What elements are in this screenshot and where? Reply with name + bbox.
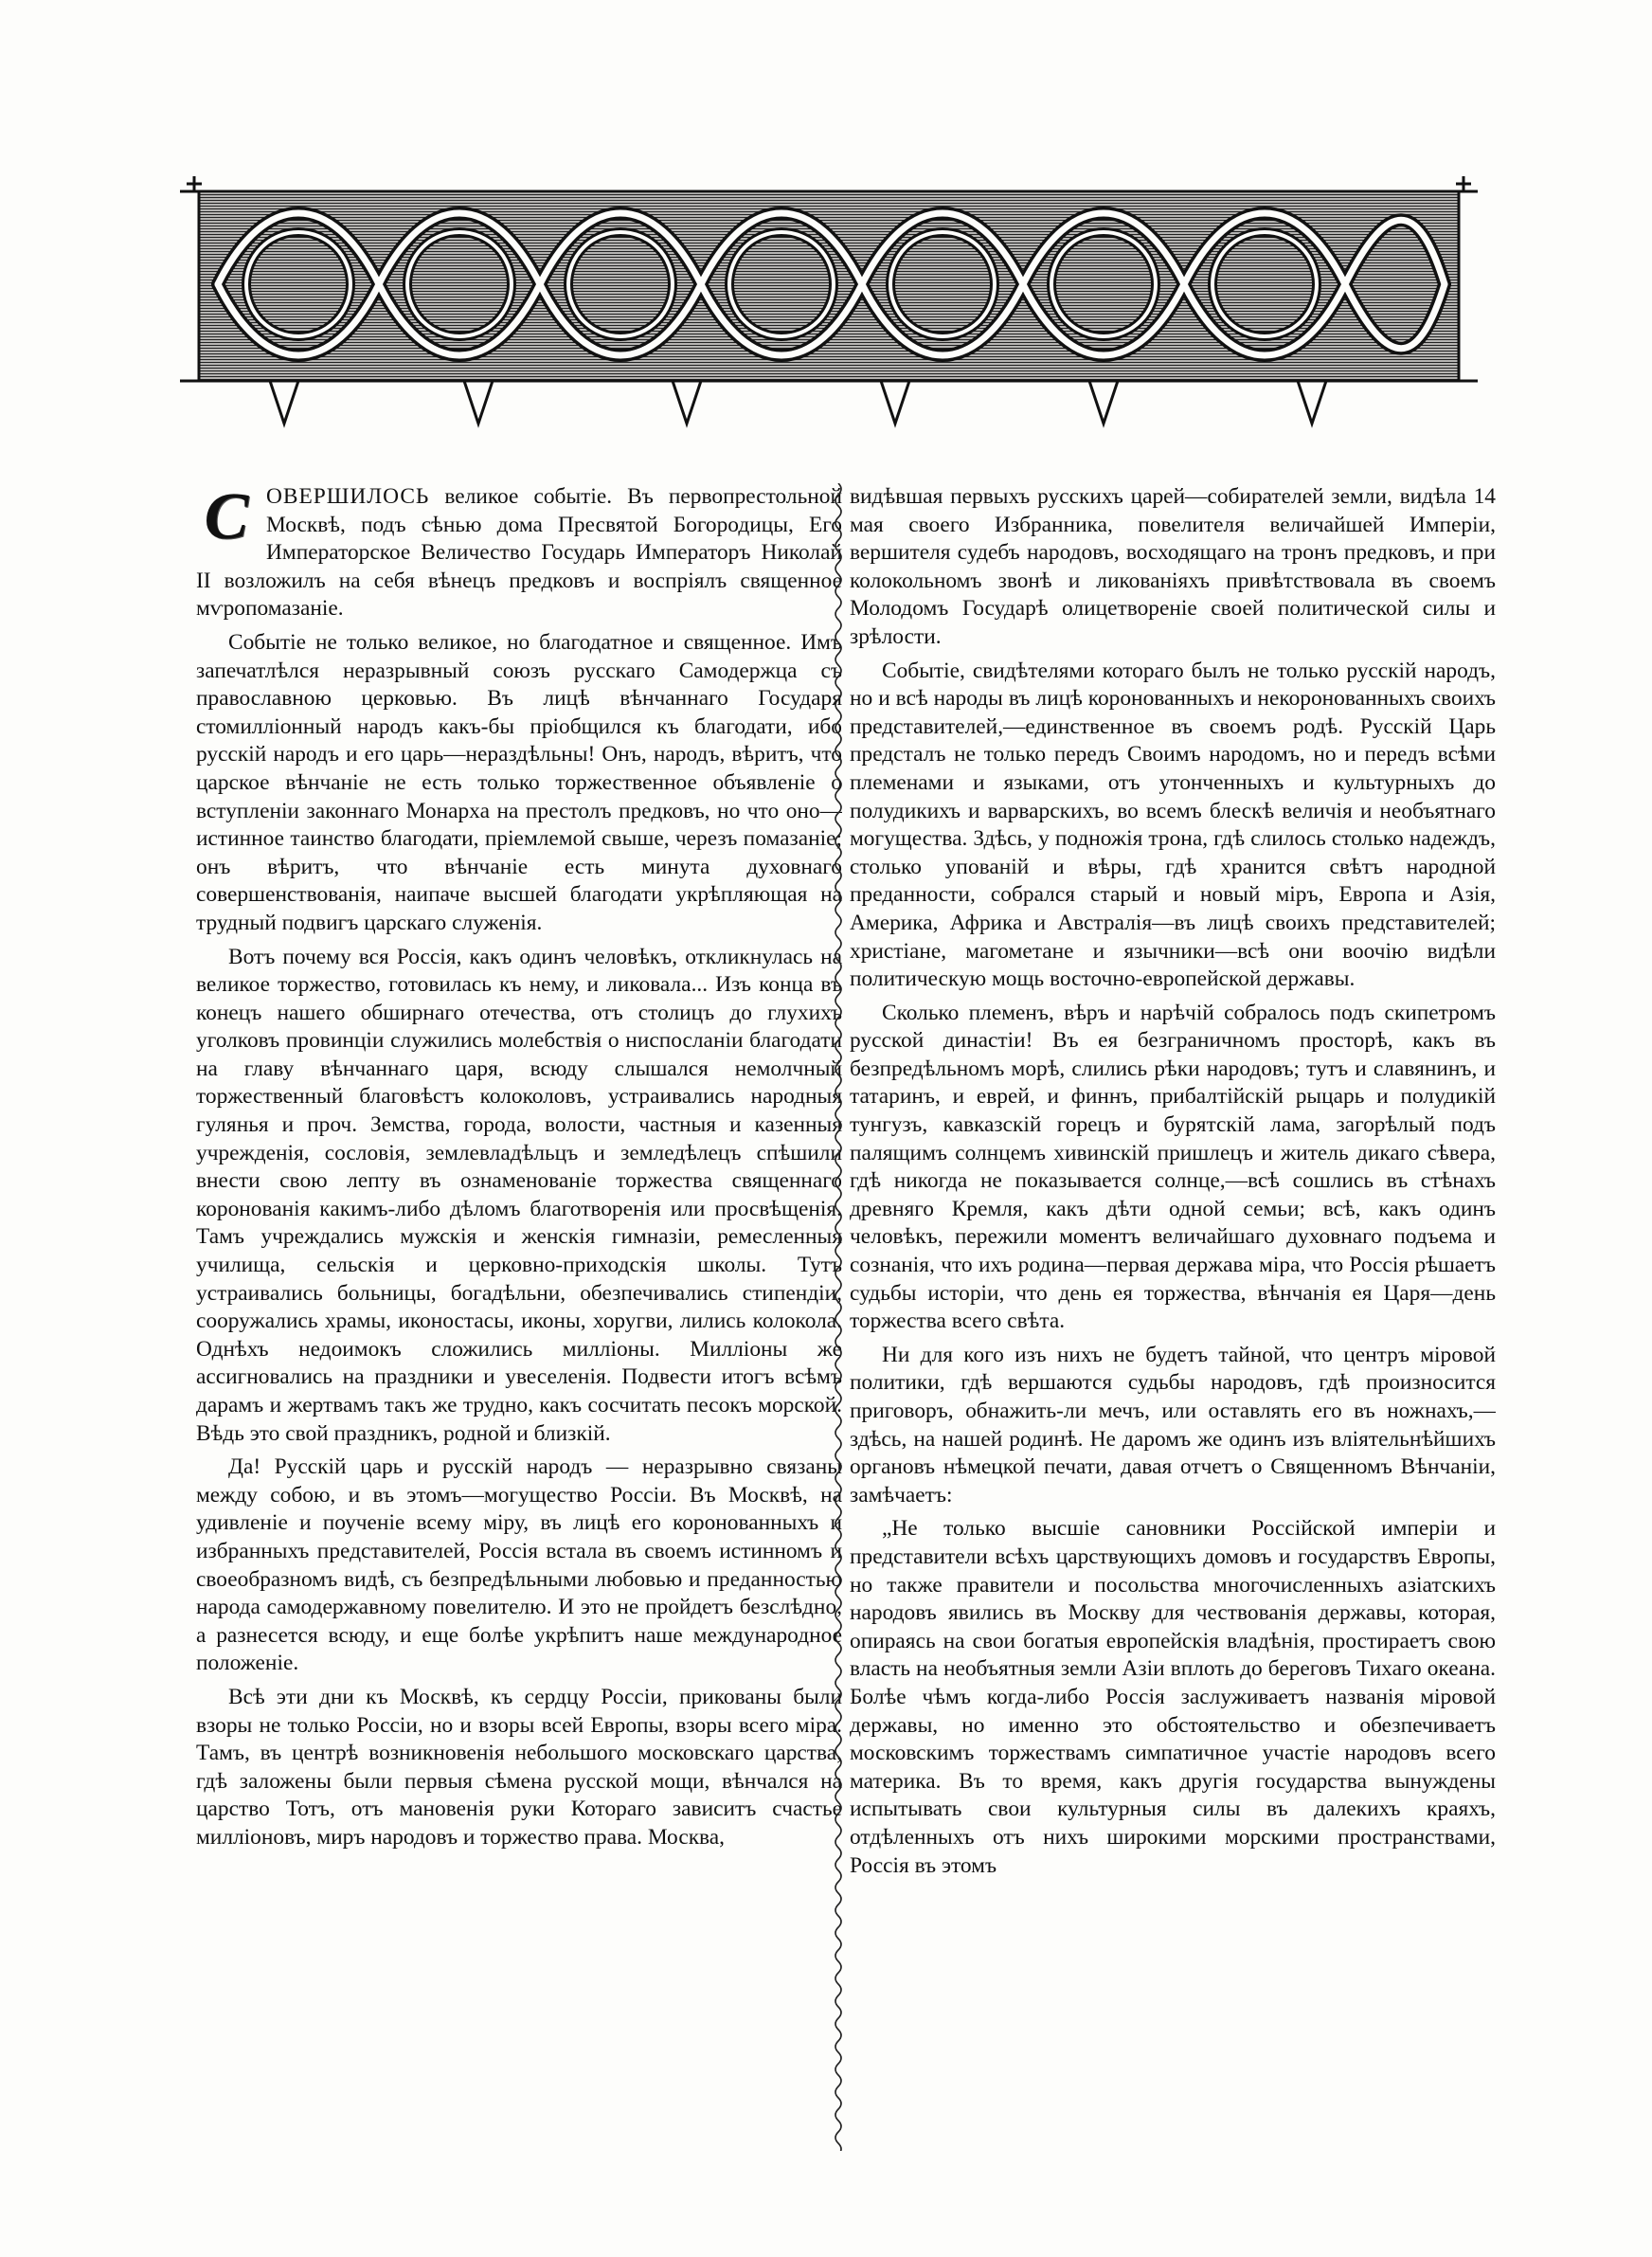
paragraph-7: Событіе, свидѣтелями котораго былъ не только русскій народъ, но и всѣ народы въ лицѣ коронованныхъ и некоронованныхъ своихъ представителей,—единственное въ своемъ родѣ. Русскій Царь предсталъ не только передъ Своимъ народомъ, но и передъ всѣми племенами и языками, отъ утонченныхъ и культурныхъ до полудикихъ и варварскихъ, во всемъ блескѣ величія и необъятнаго могущества. Здѣсь, у подножія трона, гдѣ слилось столько надеждъ, столько упованій и вѣры, гдѣ хранится свѣтъ народной преданности, собрался старый и новый міръ, Европа и Азія, Америка, Африка и Австралія—въ лицѣ своихъ представителей; христіане, магометане и язычники—всѣ они воочію видѣли политическую мощь восточно-европейской державы. <box>850 658 1496 992</box>
left-column <box>196 483 842 2151</box>
paragraph-8: Сколько племенъ, вѣръ и нарѣчій собралось подъ скипетромъ русской династіи! Въ ея безграничномъ просторѣ, какъ въ безпредѣльномъ морѣ, слились рѣки народовъ; тутъ и славянинъ, и татаринъ, и еврей, и финнъ, прибалтійскій рыцарь и полудикій тунгузъ, кавказскій горецъ и бурятскій лама, загорѣлый подъ палящимъ солнцемъ хивинскій пришлецъ и житель дикаго сѣвера, гдѣ никогда не показывается солнце,—всѣ сошлись въ стѣнахъ древняго Кремля, какъ дѣти одной семьи; всѣ, какъ одинъ человѣкъ, пережили моментъ величайшаго духовнаго подъема и сознанія, что ихъ родина—первая держава міра, что Россія рѣшаетъ судьбы исторіи, что день ея торжества, вѣнчанія ея Царя—день торжества всего свѣта. <box>850 1000 1496 1334</box>
paragraph-2: Событіе не только великое, но благодатное и священное. Имъ запечатлѣлся неразрывный союзъ русскаго Самодержца съ православною церковью. Въ лицѣ вѣнчаннаго Государя стомилліонный народъ какъ-бы пріобщился къ благодати, ибо русскій народъ и его царь—нераздѣльны! Онъ, народъ, вѣритъ, что царское вѣнчаніе не есть только торжественное объявленіе о вступленіи законнаго Монарха на престолъ предковъ, но что оно—истинное таинство благодати, пріемлемой свыше, черезъ помазаніе; онъ вѣритъ, что вѣнчаніе есть минута духовнаго совершенствованія, наипаче высшей благодати укрѣпляющая на трудный подвигъ царскаго служенія. <box>196 629 842 935</box>
drop-cap: С <box>204 483 249 553</box>
paragraph-1 <box>196 483 842 623</box>
wavy-rule-icon <box>831 483 846 2151</box>
column-divider <box>831 483 846 2151</box>
paragraph-9: Ни для кого изъ нихъ не будетъ тайной, что центръ міровой политики, гдѣ вершаются судьбы народовъ, гдѣ произносится приговоръ, обнажить-ли мечъ, или оставлять его въ ножнахъ,—здѣсь, на нашей родинѣ. Не даромъ же одинъ изъ вліятельнѣйшихъ органовъ нѣмецкой печати, давая отчетъ о Священномъ Вѣнчаніи, замѣчаетъ: <box>850 1342 1496 1508</box>
paragraph-1-text: великое событіе. Въ первопрестольной Москвѣ, подъ сѣнью дома Пресвятой Богородицы, Его Императорское Величество Государь Императоръ Николай II возложилъ на себя вѣнецъ предковъ и воспріялъ священное мѵропомазаніе. <box>196 484 842 622</box>
knot-ornament-icon <box>180 171 1478 441</box>
paragraph-4: Да! Русскій царь и русскій народъ — неразрывно связаны между собою, и въ этомъ—могущество Россіи. Въ Москвѣ, на удивленіе и поученіе всему міру, въ лицѣ его коронованныхъ и избранныхъ представителей, Россія встала въ своемъ истинномъ и своеобразномъ видѣ, съ безпредѣльными любовью и преданностью народа самодержавному повелителю. И это не пройдетъ безслѣдно, а разнесется всюду, и еще болѣе укрѣпитъ наше международное положеніе. <box>196 1454 842 1676</box>
paragraph-3: Вотъ почему вся Россія, какъ одинъ человѣкъ, откликнулась на великое торжество, готовилась къ нему, и ликовала... Изъ конца въ конецъ нашего обширнаго отечества, отъ столицъ до глухихъ уголковъ провинціи служились молебствія о ниспосланіи благодати на главу вѣнчаннаго царя, всюду слышался немолчный торжественный благовѣстъ колоколовъ, устраивались народныя гулянья и проч. Земства, города, волости, частныя и казенныя учрежденія, сословія, землевладѣльцъ и земледѣлецъ спѣшили внести свою лепту въ ознаменованіе торжества священнаго коронованія какимъ-либо дѣломъ благотворенія или просвѣщенія. Тамъ учреждались мужскія и женскія гимназіи, ремесленныя училища, сельскія и церковно-приходскія школы. Тутъ устраивались больницы, богадѣльни, обезпечивались стипендіи, сооружались храмы, иконостасы, иконы, хоругви, лились колокола. Однѣхъ недоимокъ сложились милліоны. Милліоны же ассигновались на праздники и увеселенія. Подвести итогъ всѣмъ дарамъ и жертвамъ такъ же трудно, какъ сосчитать песокъ морской. Вѣдь это свой праздникъ, родной и близкій. <box>196 944 842 1446</box>
paragraph-6: видѣвшая первыхъ русскихъ царей—собирателей земли, видѣла 14 мая своего Избранника, повелителя величайшей Имперіи, вершителя судебъ народовъ, восходящаго на тронъ предковъ, и при колокольномъ звонѣ и ликованіяхъ привѣтствовала въ своемъ Молодомъ Государѣ олицетвореніе своей политической силы и зрѣлости. <box>850 484 1496 649</box>
right-column <box>850 483 1496 2151</box>
paragraph-5: Всѣ эти дни къ Москвѣ, къ сердцу Россіи, прикованы были взоры не только Россіи, но и взоры всей Европы, взоры всего міра. Тамъ, въ центрѣ возникновенія небольшого московскаго царства, гдѣ заложены были первыя сѣмена русской мощи, вѣнчался на царство Тотъ, отъ мановенія руки Котораго зависитъ счастье милліоновъ, миръ народовъ и торжество права. Москва, <box>196 1684 842 1850</box>
paragraph-10: „Не только высшіе сановники Россійской имперіи и представители всѣхъ царствующихъ домовъ и государствъ Европы, но также правители и посольства многочисленныхъ азіатскихъ народовъ явились въ Москву для чествованія державы, которая, опираясь на свои богатыя европейскія владѣнія, простираетъ свою власть на необъятныя земли Азіи вплоть до береговъ Тихаго океана. Болѣе чѣмъ когда-либо Россія заслуживаетъ названія міровой державы, но именно это обстоятельство и обезпечиваетъ московскимъ торжествамъ симпатичное участіе народовъ всего материка. Въ то время, какъ другія государства вынуждены испытывать свои культурныя силы въ далекихъ краяхъ, отдѣленныхъ отъ нихъ широкими морскими пространствами, Россія въ этомъ <box>850 1516 1496 1878</box>
lead-word: ОВЕРШИЛОСЬ <box>266 484 430 509</box>
header-ornament <box>180 171 1478 441</box>
